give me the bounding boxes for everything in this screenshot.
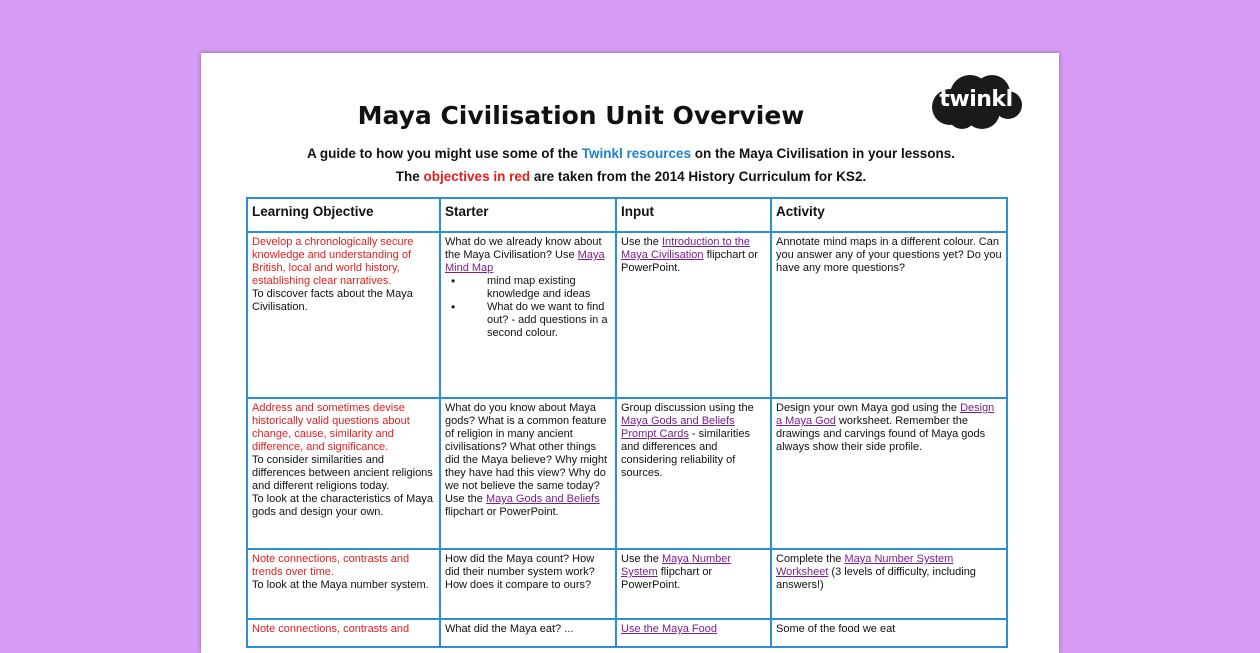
starter-text: What do you know about Maya gods? What is a common feature of religion in many ancient civilisations? What other things did the Maya believe? Why might they have had this view? Why do we not believe the same today? Use the: [445, 402, 608, 505]
list-item: • What do we want to find out? - add questions in a second colour.: [445, 301, 611, 340]
cutoff-cell: Use the Maya Food: [616, 619, 771, 647]
activity-pre: Design your own Maya god using the: [776, 402, 961, 414]
subtitle-line-1: [221, 146, 1041, 161]
table-row: [247, 619, 1007, 647]
prompt-cards-link[interactable]: Maya Gods and Beliefs Prompt Cards: [621, 415, 735, 440]
cutoff-cell: What did the Maya eat? ...: [440, 619, 616, 647]
number-system-worksheet-link[interactable]: Maya Number System Worksheet: [776, 553, 954, 578]
header-learning-objective: Learning Objective: [247, 198, 440, 232]
activity-cell: [771, 232, 1007, 398]
objective-cell: [247, 549, 440, 619]
lesson-objective: To look at the Maya number system.: [252, 579, 429, 591]
input-cell: [616, 398, 771, 549]
header-activity: Activity: [771, 198, 1007, 232]
subtitle-1-pre: A guide to how you might use some of the: [306, 146, 582, 161]
activity-post: (3 levels of difficulty, including answers!): [776, 566, 976, 591]
starter-cell: [440, 398, 616, 549]
table-header-row: [247, 198, 1007, 232]
subtitle-line-2: [221, 169, 1041, 184]
starter-post: flipchart or PowerPoint.: [445, 506, 559, 518]
input-pre: Use the: [621, 236, 662, 248]
curriculum-objective: Address and sometimes devise historically valid questions about change, cause, similarity and difference, and significance.: [252, 402, 410, 453]
curriculum-objective: Note connections, contrasts and trends over time.: [252, 553, 410, 578]
activity-cell: [771, 398, 1007, 549]
input-cell: [616, 232, 771, 398]
lesson-objective: To discover facts about the Maya Civilisation.: [252, 288, 413, 313]
input-post: flipchart or PowerPoint.: [621, 249, 758, 274]
table-row: [247, 549, 1007, 619]
logo-text: twinkl: [939, 87, 1013, 112]
activity-cell: [771, 549, 1007, 619]
table-row: [247, 398, 1007, 549]
input-pre: Group discussion using the: [621, 402, 754, 414]
input-post: flipchart or PowerPoint.: [621, 566, 713, 591]
table-row: [247, 232, 1007, 398]
input-post: - similarities and differences and considering reliability of sources.: [621, 428, 750, 479]
curriculum-objective: Develop a chronologically secure knowledge and understanding of British, local and world history, establishing clear narratives.: [252, 236, 414, 287]
header-input: Input: [616, 198, 771, 232]
cutoff-cell: Some of the food we eat: [771, 619, 1007, 647]
activity-text: Annotate mind maps in a different colour. Can you answer any of your questions yet? Do you have any more questions?: [776, 236, 1002, 274]
page-title: Maya Civilisation Unit Overview: [357, 101, 805, 130]
subtitle-2-post: are taken from the 2014 History Curriculum for KS2.: [530, 169, 867, 184]
objectives-highlight: objectives in red: [423, 169, 531, 184]
starter-text: How did the Maya count? How did their number system work? How does it compare to ours?: [445, 553, 595, 591]
design-a-maya-god-link[interactable]: Design a Maya God: [776, 402, 995, 427]
introduction-link[interactable]: Introduction to the Maya Civilisation: [621, 236, 751, 261]
input-pre: Use the: [621, 553, 662, 565]
objective-cell: [247, 398, 440, 549]
starter-bullet-list: [445, 275, 611, 340]
objective-cell: [247, 232, 440, 398]
input-cell: [616, 549, 771, 619]
lesson-objective: To consider similarities and differences between ancient religions and different religions today.: [252, 454, 433, 492]
document-page: [201, 53, 1059, 653]
maya-mind-map-link[interactable]: Maya Mind Map: [445, 249, 605, 274]
subtitle-1-post: on the Maya Civilisation in your lessons.: [691, 146, 956, 161]
starter-text: What do we already know about the Maya Civilisation? Use: [445, 236, 602, 261]
unit-overview-table: [246, 197, 1008, 648]
maya-gods-beliefs-link[interactable]: Maya Gods and Beliefs: [485, 493, 600, 505]
starter-cell: [440, 232, 616, 398]
lesson-objective-2: To look at the characteristics of Maya gods and design your own.: [252, 493, 433, 518]
header-starter: Starter: [440, 198, 616, 232]
maya-number-system-link[interactable]: Maya Number System: [621, 553, 732, 578]
activity-pre: Complete the: [776, 553, 845, 565]
activity-post: worksheet. Remember the drawings and carvings found of Maya gods always show their side profile.: [776, 415, 986, 453]
cutoff-cell: Note connections, contrasts and: [247, 619, 440, 647]
twinkl-resources-highlight: Twinkl resources: [581, 146, 691, 161]
list-item: • mind map existing knowledge and ideas: [445, 275, 611, 301]
subtitle-2-pre: The: [395, 169, 424, 184]
starter-cell: [440, 549, 616, 619]
